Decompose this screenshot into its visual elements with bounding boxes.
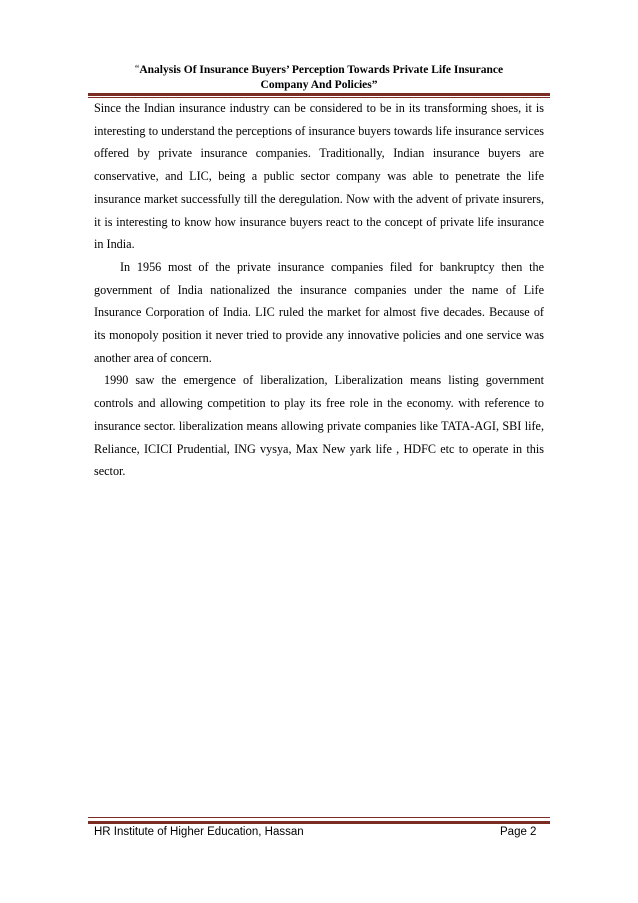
footer-institute: HR Institute of Higher Education, Hassan	[94, 826, 304, 838]
paragraph-3: 1990 saw the emergence of liberalization, Liberalization means listing government controls and allowing competition to play its free role in the economy. with reference to insurance sector. liberalization means allowing private companies like TATA-AGI, SBI life, Reliance, ICICI Prudential, ING vysya, Max New yark life , HDFC etc to operate in this sector.	[94, 373, 544, 479]
paragraph-1: Since the Indian insurance industry can be considered to be in its transforming shoes, it is interesting to understand the perceptions of insurance buyers towards life insurance services offered by private insurance companies. Traditionally, Indian insurance buyers are conservative, and LIC, being a public sector company was able to penetrate the life insurance market successfully till the deregulation. Now with the advent of private insurers, it is interesting to know how insurance buyers react to the concept of private life insurance in India.	[94, 101, 544, 252]
paragraph-2: In 1956 most of the private insurance companies filed for bankruptcy then the government of India nationalized the insurance companies under the name of Life Insurance Corporation of India. LIC ruled the market for almost five decades. Because of its monopoly position it never tried to provide any innovative policies and one service was another area of concern.	[94, 259, 544, 365]
header-title-line1: Analysis Of Insurance Buyers’ Perception Towards Private Life Insurance	[139, 64, 504, 76]
footer-page-number: Page 2	[500, 826, 537, 838]
document-body	[94, 97, 544, 483]
header-open-quote: “	[134, 64, 140, 75]
header-rule-thick	[88, 93, 550, 96]
page-header	[88, 62, 550, 93]
footer-rule-thick	[88, 821, 550, 824]
header-title-line2: Company And Policies”	[260, 79, 378, 91]
footer-rule-thin	[88, 817, 550, 818]
